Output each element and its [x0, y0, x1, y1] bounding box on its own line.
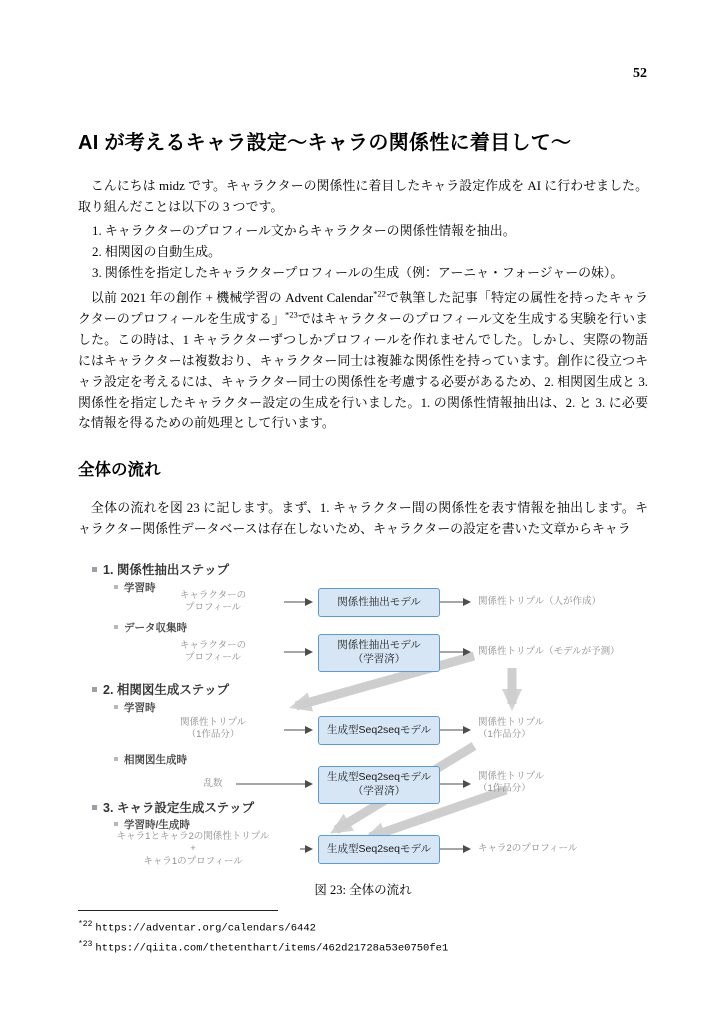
task-list: [78, 221, 648, 284]
model-box-label: （学習済）: [352, 653, 406, 665]
footnote-ref-23: *23: [284, 309, 298, 320]
input-label-line: キャラクターの: [179, 640, 247, 651]
input-label-character-profile-1: [148, 590, 278, 615]
output-label-line: 関係性トリプル: [478, 717, 545, 728]
output-label-line: 関係性トリプル（モデルが予測）: [478, 646, 620, 657]
footnote-23-url[interactable]: https://qiita.com/thetenthart/items/462d21728a53e0750fe1: [95, 942, 449, 955]
diagram-step2-sub-generation: [114, 752, 187, 767]
output-label-line: 関係性トリプル（人が作成）: [478, 596, 602, 607]
figure-caption: 図 23: 全体の流れ: [314, 883, 412, 897]
bullet-icon: [114, 822, 118, 826]
footnote-22-url[interactable]: https://adventar.org/calendars/6442: [95, 922, 316, 935]
output-label-line: （1作品分）: [478, 783, 531, 795]
output-label-triple-human: [478, 596, 601, 608]
bullet-icon: [114, 625, 118, 629]
diagram-step1-sub2-label: データ収集時: [124, 622, 187, 634]
model-box-label: （学習済）: [352, 785, 406, 797]
bullet-icon: [92, 567, 97, 572]
page-number: 52: [633, 66, 647, 81]
diagram-step3-sub-training-generation: [114, 817, 190, 832]
output-label-line: キャラ2のプロフィール: [478, 843, 578, 854]
output-label-line: 関係性トリプル: [478, 771, 545, 782]
diagram-step1-sub1-label: 学習時: [124, 582, 156, 594]
bullet-icon: [92, 805, 97, 810]
input-label-line: キャラ1のプロフィール: [143, 855, 243, 867]
model-box-relation-extraction: [318, 588, 440, 617]
bullet-icon: [114, 757, 118, 761]
diagram-step1-heading: [92, 560, 229, 578]
model-box-label: 関係性抽出モデル: [337, 595, 421, 608]
list-item-3: 3. 関係性を指定したキャラクタープロフィールの生成（例：アーニャ・フォージャーの妹）。: [92, 265, 624, 280]
output-label-triple-one-work-1: [478, 717, 544, 742]
input-label-random: [148, 778, 278, 790]
input-label-line: 乱数: [203, 778, 223, 789]
diagram-step2-sub2-label: 相関図生成時: [124, 754, 187, 766]
input-label-character-profile-2: [148, 640, 278, 665]
bullet-icon: [114, 585, 118, 589]
output-label-line: （1作品分）: [478, 729, 531, 741]
background-text-3: ではキャラクターのプロフィール文を生成する実験を行いました。この時は、1 キャラクターずつしかプロフィールを作れませんでした。しかし、実際の物語にはキャラクターは複数おり、キャラクター同士は複雑な関係性を持っています。創作に役立つキャラ設定を考えるには、キャラクター同士の関係性を考慮する必要があるため、2. 相関図生成と 3. 関係性を指定したキャラクター設定の生成を行いました。1. の関係性情報抽出は、2. と 3. に必要な情報を得るための前処理として行います。: [78, 311, 648, 431]
diagram-step3-heading: [92, 798, 254, 816]
input-label-line: 関係性トリプル: [179, 717, 247, 728]
diagram-step2-title: 2. 相関図生成ステップ: [103, 683, 230, 697]
diagram-step1-sub-collection: [114, 620, 187, 635]
background-text-2: で執筆した記事「特定の属性を持ったキャラクターのプロフィールを生成する」: [78, 291, 648, 326]
input-label-triple-one-work: [148, 717, 278, 742]
list-item-2: 2. 相関図の自動生成。: [92, 244, 221, 259]
model-box-label: 生成型Seq2seqモデル: [327, 723, 431, 736]
diagram-step2-sub-training: [114, 700, 156, 715]
section-heading-overall-flow: 全体の流れ: [78, 461, 161, 479]
diagram-step3-sub1-label: 学習時/生成時: [124, 819, 190, 831]
article-title: AI が考えるキャラ設定〜キャラの関係性に着目して〜: [78, 132, 572, 154]
input-label-line: キャラクターの: [179, 590, 247, 601]
footnote-rule: [78, 910, 278, 911]
footnote-22-marker: *22: [78, 920, 93, 929]
footnotes-block: [78, 910, 648, 959]
background-paragraph: [78, 288, 648, 434]
diagram-step2-heading: [92, 680, 229, 698]
model-box-seq2seq-2: [318, 835, 440, 864]
model-box-label: 生成型Seq2seqモデル: [327, 771, 431, 784]
input-label-line: +: [190, 843, 196, 855]
footnote-22: [78, 918, 648, 938]
model-box-seq2seq-1: [318, 716, 440, 745]
model-box-label: 生成型Seq2seqモデル: [327, 842, 431, 855]
input-label-line: （1作品分）: [186, 729, 240, 741]
model-box-relation-extraction-trained: [318, 634, 440, 672]
input-label-line: プロフィール: [184, 602, 242, 614]
output-label-char2-profile: [478, 843, 577, 855]
flow-paragraph: 全体の流れを図 23 に記します。まず、1. キャラクター間の関係性を表す情報を抽出します。キャラクター関係性データベースは存在しないため、キャラクターの設定を書いた文章からキャラ: [78, 501, 648, 536]
bullet-icon: [114, 705, 118, 709]
figure-23-diagram: [78, 558, 648, 876]
list-item-1: 1. キャラクターのプロフィール文からキャラクターの関係性情報を抽出。: [92, 224, 516, 238]
bullet-icon: [92, 687, 97, 692]
footnote-23-marker: *23: [78, 940, 93, 950]
input-label-line: キャラ1とキャラ2の関係性トリプル: [116, 831, 270, 842]
footnote-ref-22: *22: [373, 288, 386, 299]
output-label-triple-one-work-2: [478, 771, 544, 796]
diagram-step2-sub1-label: 学習時: [124, 702, 156, 714]
intro-paragraph: こんにちは midz です。キャラクターの関係性に着目したキャラ設定作成を AI に行わせました。取り組んだことは以下の 3 つです。: [78, 179, 648, 214]
input-label-char1-char2-triple: [88, 831, 298, 868]
diagram-step1-title: 1. 関係性抽出ステップ: [103, 563, 230, 577]
model-box-label: 関係性抽出モデル: [337, 639, 421, 652]
footnote-23: [78, 938, 648, 958]
model-box-seq2seq-trained: [318, 766, 440, 804]
diagram-step3-title: 3. キャラ設定生成ステップ: [103, 801, 255, 815]
input-label-line: プロフィール: [184, 652, 242, 664]
background-text-1: 以前 2021 年の創作 + 機械学習の Advent Calendar: [90, 291, 374, 305]
output-label-triple-model: [478, 646, 620, 658]
